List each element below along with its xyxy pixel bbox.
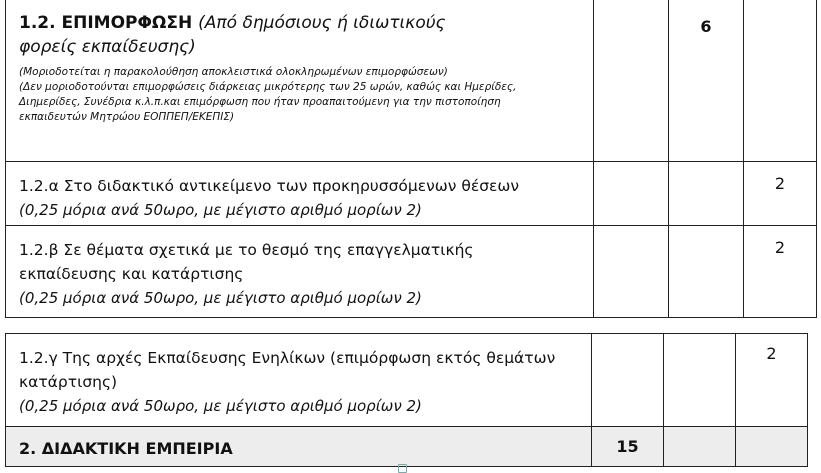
table-row-2 <box>6 427 808 467</box>
row-1-2-b-points: 2 <box>744 226 817 318</box>
row-1-2-c-text: 1.2.γ Της αρχές Εκπαίδευσης Ενηλίκων (επιμόρφωση εκτός θεμάτων κατάρτισης) <box>19 349 556 391</box>
row-2-description <box>6 427 592 467</box>
row-1-2-note-2: (Δεν μοριοδοτούνται επιμορφώσεις διάρκειας μικρότερης των 25 ωρών, καθώς και Ημερίδες, <box>19 81 517 93</box>
row-1-2-note-3: Διημερίδες, Συνέδρια κ.λ.π.και επιμόρφωση που ήταν προαπαιτούμενη για την πιστοποίηση εκπαιδευτών Μητρώου ΕΟΠΠΕΠ/ΕΚΕΠΙΣ) <box>19 96 501 123</box>
row-1-2-b-cell-empty-a <box>594 226 669 318</box>
row-1-2-b-text: 1.2.β Σε θέματα σχετικά με το θεσμό της επαγγελματικής εκπαίδευσης και κατάρτισης <box>19 241 474 283</box>
row-2-cell-empty-b <box>736 427 808 467</box>
table-row-1-2-a <box>6 162 817 226</box>
row-1-2-note-1: (Μοριοδοτείται η παρακολούθηση αποκλειστικά ολοκληρωμένων επιμορφώσεων) <box>19 66 448 78</box>
row-2-cell-empty-a <box>664 427 736 467</box>
row-1-2-a-points: 2 <box>744 162 817 226</box>
row-2-title: 2. ΔΙΔΑΚΤΙΚΗ ΕΜΠΕΙΡΙΑ <box>19 439 233 458</box>
row-1-2-c-description <box>6 334 592 427</box>
row-1-2-c-points: 2 <box>736 334 808 427</box>
row-1-2-subtitle: (Από δημόσιους ή ιδιωτικούς φορείς εκπαίδευσης) <box>19 13 446 57</box>
row-1-2-cell-empty-a <box>594 0 669 162</box>
row-1-2-title: 1.2. ΕΠΙΜΟΡΦΩΣΗ <box>19 13 193 33</box>
row-1-2-points: 6 <box>669 0 744 162</box>
row-1-2-b-cell-empty-b <box>669 226 744 318</box>
row-1-2-a-text: 1.2.α Στο διδακτικό αντικείμενο των προκηρυσσόμενων θέσεων <box>19 177 520 195</box>
row-1-2-a-cell-empty-b <box>669 162 744 226</box>
criteria-table-2 <box>5 333 808 467</box>
page-edge-marker <box>398 464 407 473</box>
criteria-table-1 <box>5 0 817 318</box>
row-1-2-cell-empty-b <box>744 0 817 162</box>
row-2-points: 15 <box>592 427 664 467</box>
row-1-2-a-description <box>6 162 594 226</box>
row-1-2-c-note: (0,25 μόρια ανά 50ωρο, με μέγιστο αριθμό μορίων 2) <box>19 397 422 415</box>
row-1-2-c-cell-empty-a <box>592 334 664 427</box>
row-1-2-a-cell-empty-a <box>594 162 669 226</box>
row-1-2-description <box>6 0 594 162</box>
table-row-1-2-b <box>6 226 817 318</box>
row-1-2-c-cell-empty-b <box>664 334 736 427</box>
row-1-2-b-note: (0,25 μόρια ανά 50ωρο, με μέγιστο αριθμό μορίων 2) <box>19 289 422 307</box>
table-row-1-2-c <box>6 334 808 427</box>
row-1-2-a-note: (0,25 μόρια ανά 50ωρο, με μέγιστο αριθμό μορίων 2) <box>19 201 422 219</box>
row-1-2-b-description <box>6 226 594 318</box>
table-row-1-2 <box>6 0 817 162</box>
